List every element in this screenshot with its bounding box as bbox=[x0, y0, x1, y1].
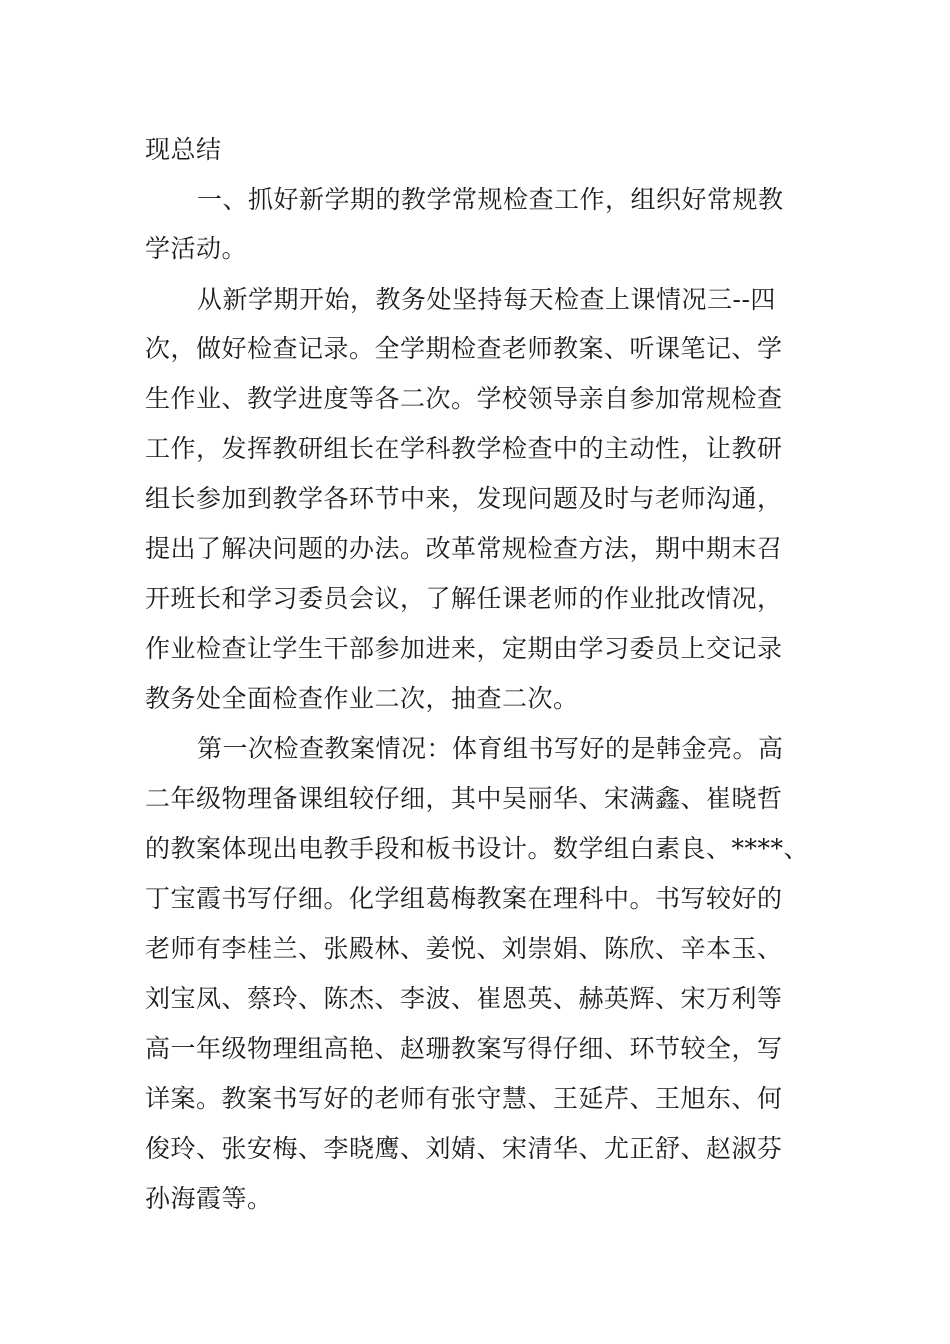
paragraph-2-line-9: 俊玲、张安梅、李晓鹰、刘婧、宋清华、尤正舒、赵淑芬 bbox=[145, 1134, 783, 1163]
paragraph-2-line-10: 孙海霞等。 bbox=[145, 1184, 273, 1213]
paragraph-1-line-7: 开班长和学习委员会议，了解任课老师的作业批改情况， bbox=[145, 584, 783, 613]
paragraph-1-line-3: 生作业、教学进度等各二次。学校领导亲自参加常规检查 bbox=[145, 384, 783, 413]
paragraph-1-line-5: 组长参加到教学各环节中来，发现问题及时与老师沟通， bbox=[145, 484, 783, 513]
section-heading-line-2: 学活动。 bbox=[145, 234, 248, 263]
paragraph-2-line-4: 丁宝霞书写仔细。化学组葛梅教案在理科中。书写较好的 bbox=[145, 884, 783, 913]
paragraph-2-line-1: 第一次检查教案情况：体育组书写好的是韩金亮。高 bbox=[197, 734, 784, 763]
paragraph-2-line-7: 高一年级物理组高艳、赵珊教案写得仔细、环节较全，写 bbox=[145, 1034, 783, 1063]
paragraph-1-line-9: 教务处全面检查作业二次，抽查二次。 bbox=[145, 684, 579, 713]
text-line-1: 现总结 bbox=[145, 135, 222, 164]
paragraph-1-line-2: 次，做好检查记录。全学期检查老师教案、听课笔记、学 bbox=[145, 334, 783, 363]
paragraph-2-line-2: 二年级物理备课组较仔细，其中吴丽华、宋满鑫、崔晓哲 bbox=[145, 784, 783, 813]
paragraph-2-line-3: 的教案体现出电教手段和板书设计。数学组白素良、****、 bbox=[145, 834, 810, 863]
paragraph-2-line-6: 刘宝凤、蔡玲、陈杰、李波、崔恩英、赫英辉、宋万利等 bbox=[145, 984, 783, 1013]
section-heading-line-1: 一、抓好新学期的教学常规检查工作，组织好常规教 bbox=[197, 185, 784, 214]
paragraph-2-line-8: 详案。教案书写好的老师有张守慧、王延芹、王旭东、何 bbox=[145, 1084, 783, 1113]
paragraph-2-line-5: 老师有李桂兰、张殿林、姜悦、刘崇娟、陈欣、辛本玉、 bbox=[145, 934, 783, 963]
paragraph-1-line-1: 从新学期开始，教务处坚持每天检查上课情况三--四 bbox=[197, 285, 776, 314]
paragraph-1-line-4: 工作，发挥教研组长在学科教学检查中的主动性，让教研 bbox=[145, 434, 783, 463]
paragraph-1-line-6: 提出了解决问题的办法。改革常规检查方法，期中期末召 bbox=[145, 534, 783, 563]
paragraph-1-line-8: 作业检查让学生干部参加进来，定期由学习委员上交记录 bbox=[145, 634, 783, 663]
